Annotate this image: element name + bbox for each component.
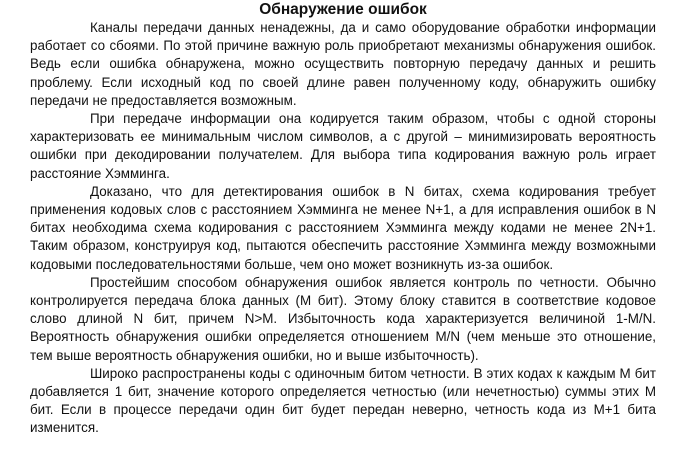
- paragraph-hamming-distance: Доказано, что для детектирования ошибок в N битах, схема кодирования требует применения кодовых слов с расстоянием Хэмминга не менее N+1, а для исправления ошибок в N битах необходима схема кодирования с расстоянием Хэмминга между кодами не менее 2N+1. Таким образом, конструируя код, пытаются обеспечить расстояние Хэмминга между возможными кодовыми последовательностями больше, чем оно может возникнуть из-за ошибок.: [30, 183, 656, 272]
- paragraph-channels-unreliable: Каналы передачи данных ненадежны, да и само оборудование обработки информации работает со сбоями. По этой причине важную роль приобретают механизмы обнаружения ошибок. Ведь если ошибка обнаружена, можно осуществить повторную передачу данных и решить проблему. Если исходный код по своей длине равен полученному коду, обнаружить ошибку передачи не предоставляется возможным.: [30, 20, 656, 108]
- document-title: Обнаружение ошибок: [259, 1, 427, 18]
- paragraph-encoding: При передаче информации она кодируется таким образом, чтобы с одной стороны характеризовать ее минимальным числом символов, а с другой – минимизировать вероятность ошибки при декодировании получателем. Для выбора типа кодирования важную роль играет расстояние Хэмминга.: [30, 111, 656, 181]
- paragraph-single-parity-bit: Широко распространены коды с одиночным битом четности. В этих кодах к каждым М бит добавляется 1 бит, значение которого определяется четностью (или нечетностью) суммы этих М бит. Если в процессе передачи один бит будет передан неверно, четность кода из М+1 бита изменится.: [30, 365, 656, 436]
- paragraph-parity-check: Простейшим способом обнаружения ошибок является контроль по четности. Обычно контролируется передача блока данных (М бит). Этому блоку ставится в соответствие кодовое слово длиной N бит, причем N>M. Избыточность кода характеризуется величиной 1-M/N. Вероятность обнаружения ошибки определяется отношением M/N (чем меньше это отношение, тем выше вероятность обнаружения ошибки, но и выше избыточность).: [30, 274, 656, 363]
